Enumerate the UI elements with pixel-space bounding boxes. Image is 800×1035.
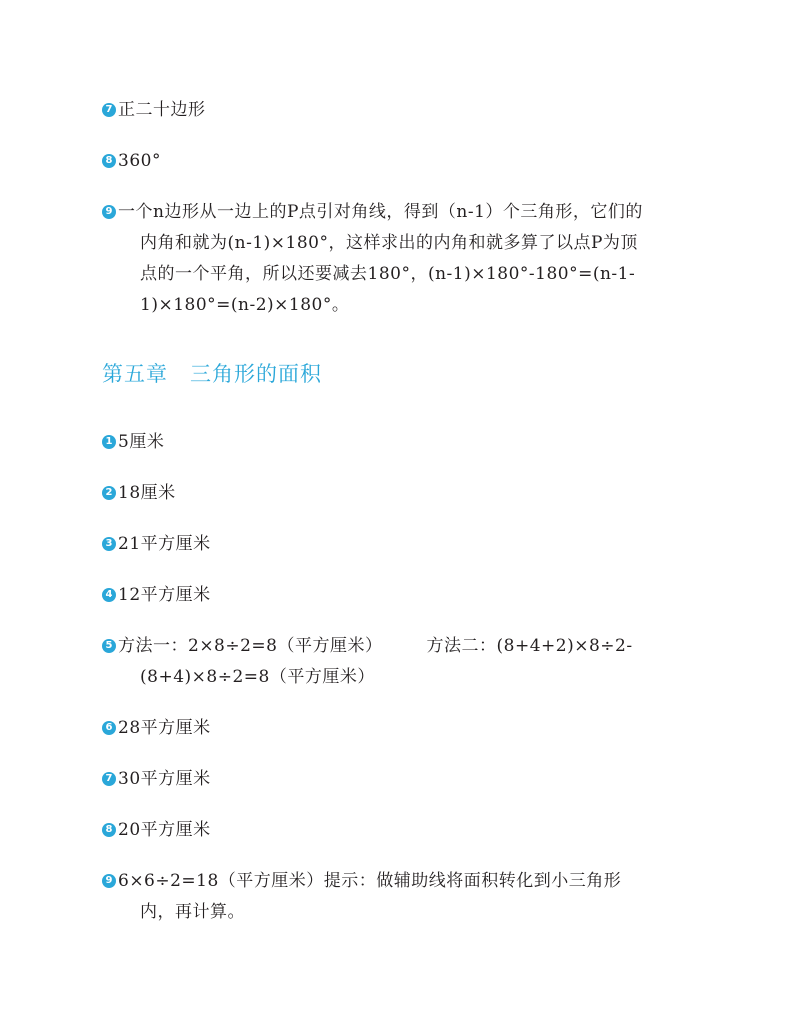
answer-text <box>102 580 702 611</box>
answer-item-2 <box>102 478 702 509</box>
answer-text <box>102 815 702 846</box>
chapter-title: 第五章 三角形的面积 <box>102 362 322 386</box>
answer-item-8 <box>102 146 702 177</box>
answer-line: 1)×180°=(n-2)×180°。 <box>140 295 350 315</box>
answer-line: 21平方厘米 <box>118 534 211 554</box>
answer-line: 20平方厘米 <box>118 820 211 840</box>
number-badge: 8 <box>102 823 116 837</box>
answer-line: 内，再计算。 <box>140 902 245 922</box>
answer-item-1 <box>102 427 702 458</box>
answer-line: (8+4)×8÷2=8（平方厘米） <box>140 667 375 687</box>
answer-line: 6×6÷2=18（平方厘米）提示：做辅助线将面积转化到小三角形 <box>118 871 622 891</box>
answer-line: 内角和就为(n-1)×180°，这样求出的内角和就多算了以点P为顶 <box>140 233 638 253</box>
answer-line: 方法一：2×8÷2=8（平方厘米） 方法二：(8+4+2)×8÷2- <box>118 636 633 656</box>
answer-line: 28平方厘米 <box>118 718 211 738</box>
number-badge: 1 <box>102 435 116 449</box>
answer-text <box>102 631 702 693</box>
number-badge: 3 <box>102 537 116 551</box>
number-badge: 5 <box>102 639 116 653</box>
number-badge: 6 <box>102 721 116 735</box>
number-badge: 9 <box>102 205 116 219</box>
answer-item-5 <box>102 631 702 693</box>
answer-line: 18厘米 <box>118 483 176 503</box>
number-badge: 7 <box>102 772 116 786</box>
number-badge: 7 <box>102 103 116 117</box>
answer-text <box>102 197 702 321</box>
answer-text <box>102 427 702 458</box>
answer-item-7 <box>102 95 702 126</box>
answer-text <box>102 713 702 744</box>
answer-text <box>102 529 702 560</box>
answer-line: 5厘米 <box>118 432 165 452</box>
answer-item-4 <box>102 580 702 611</box>
number-badge: 8 <box>102 154 116 168</box>
answer-text <box>102 866 702 928</box>
answer-text <box>102 764 702 795</box>
answer-line: 一个n边形从一边上的P点引对角线，得到（n-1）个三角形，它们的 <box>118 202 643 222</box>
answer-line: 正二十边形 <box>118 100 206 120</box>
answer-item-7b <box>102 764 702 795</box>
answer-line: 点的一个平角，所以还要减去180°，(n-1)×180°-180°=(n-1- <box>140 264 636 284</box>
answer-line: 12平方厘米 <box>118 585 211 605</box>
number-badge: 2 <box>102 486 116 500</box>
answer-text <box>102 95 702 126</box>
answer-text <box>102 146 702 177</box>
number-badge: 4 <box>102 588 116 602</box>
answer-line: 360° <box>118 151 161 171</box>
answer-item-9b <box>102 866 702 928</box>
answer-item-9 <box>102 197 702 321</box>
answer-item-3 <box>102 529 702 560</box>
answer-item-6 <box>102 713 702 744</box>
answer-item-8b <box>102 815 702 846</box>
answer-line: 30平方厘米 <box>118 769 211 789</box>
answer-text <box>102 478 702 509</box>
number-badge: 9 <box>102 874 116 888</box>
